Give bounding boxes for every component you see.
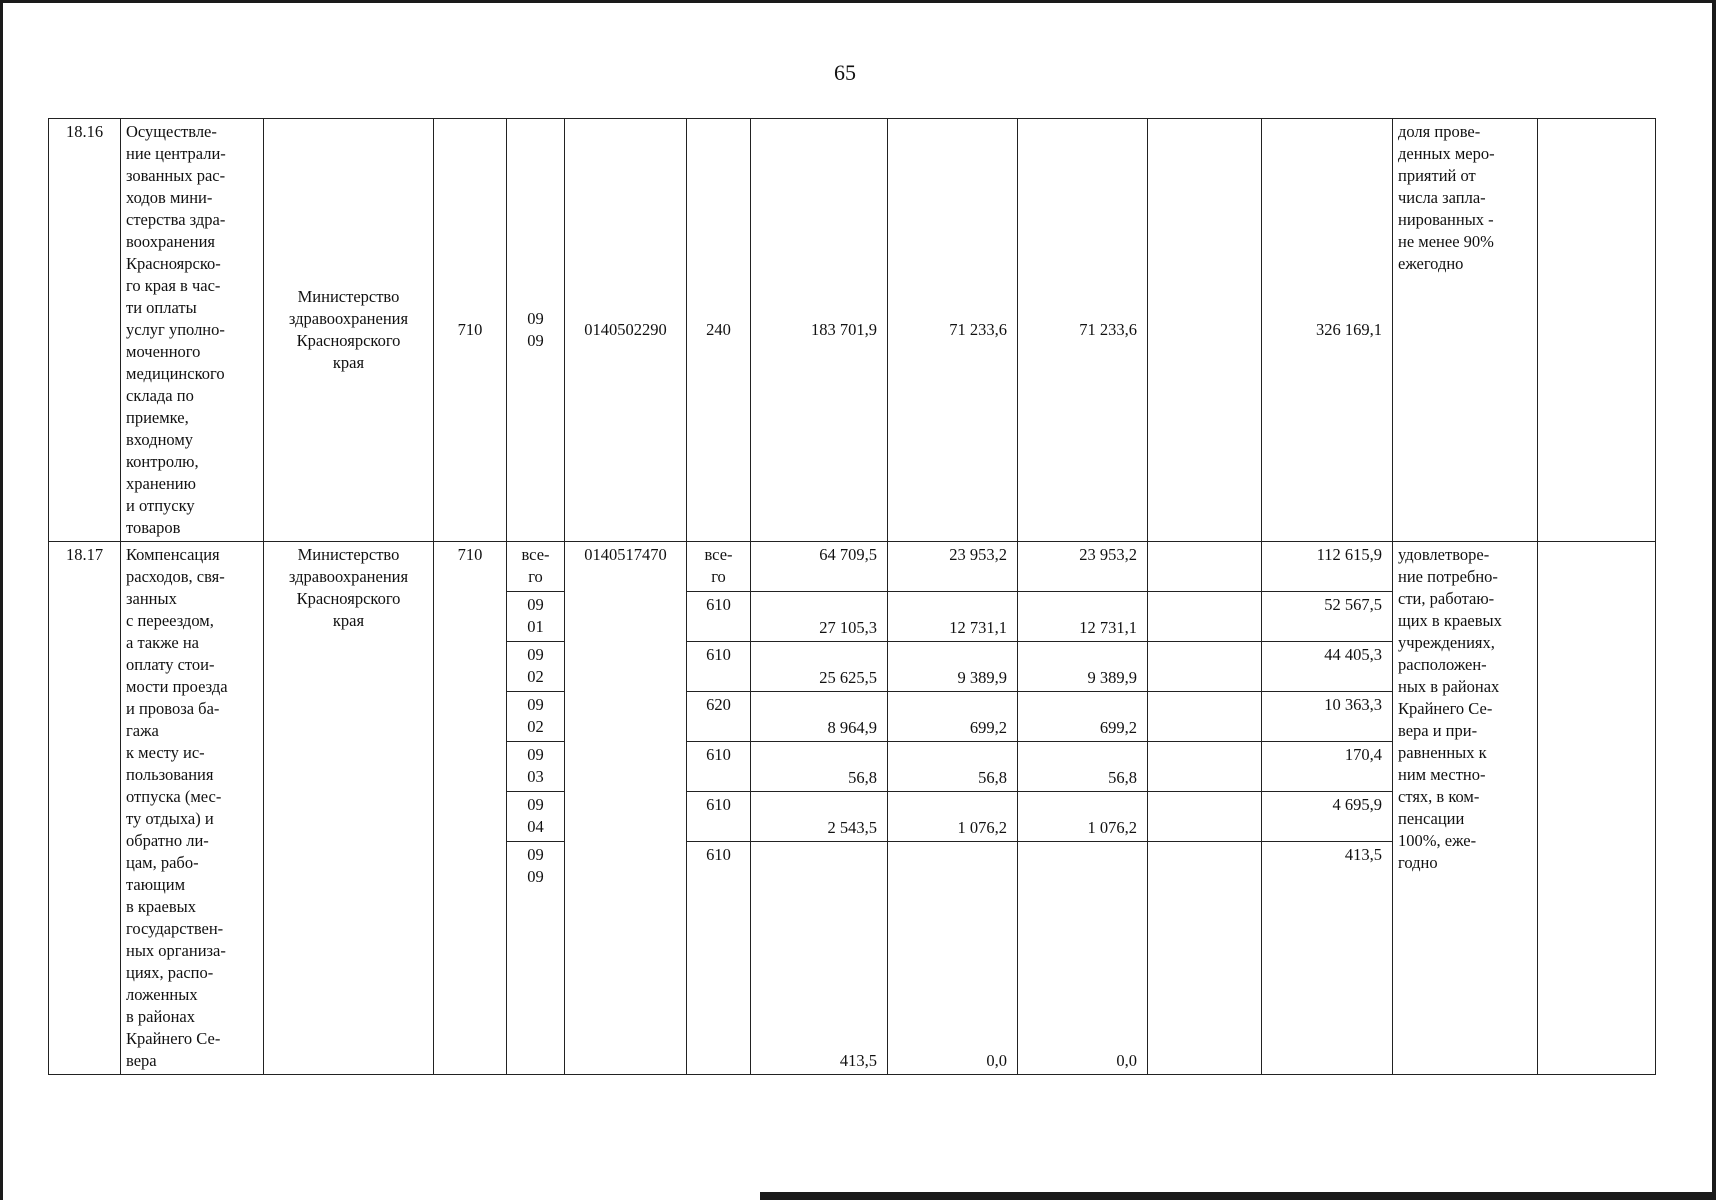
vr-cell: 620 bbox=[687, 691, 751, 741]
expected-result: удовлетворе- ние потребно- сти, работаю- щих в краевых учреждениях, расположен- ных в районах Крайнего Се- вера и при- равненных к ним местно- стях, в ком- пенсации 100%, еже- годно bbox=[1393, 542, 1538, 1075]
total-value: 44 405,3 bbox=[1262, 641, 1393, 691]
table-row bbox=[49, 119, 1656, 542]
vr-cell: 240 bbox=[687, 119, 751, 542]
vr-cell: 610 bbox=[687, 791, 751, 841]
vr-cell: 610 bbox=[687, 841, 751, 1074]
grbs-cell: 710 bbox=[434, 542, 507, 1075]
year1-value: 25 625,5 bbox=[751, 641, 888, 691]
rzpr-cell: 09 01 bbox=[507, 591, 565, 641]
rzpr-cell: 09 03 bbox=[507, 741, 565, 791]
grbs-cell: 710 bbox=[434, 119, 507, 542]
year3-value: 699,2 bbox=[1018, 691, 1148, 741]
total-value: 10 363,3 bbox=[1262, 691, 1393, 741]
year2-value: 56,8 bbox=[888, 741, 1018, 791]
total-value: 4 695,9 bbox=[1262, 791, 1393, 841]
year4-value bbox=[1148, 641, 1262, 691]
rzpr-cell: 09 04 bbox=[507, 791, 565, 841]
csr-cell: 0140502290 bbox=[565, 119, 687, 542]
scan-border-top bbox=[0, 0, 1716, 3]
year1-value: 27 105,3 bbox=[751, 591, 888, 641]
year1-value: 56,8 bbox=[751, 741, 888, 791]
year1-value: 64 709,5 bbox=[751, 542, 888, 592]
total-value: 170,4 bbox=[1262, 741, 1393, 791]
year2-value: 71 233,6 bbox=[888, 119, 1018, 542]
row-number: 18.17 bbox=[49, 542, 121, 1075]
empty-cell bbox=[1538, 119, 1656, 542]
year1-value: 183 701,9 bbox=[751, 119, 888, 542]
rzpr-cell: 09 09 bbox=[507, 841, 565, 1074]
year3-value: 0,0 bbox=[1018, 841, 1148, 1074]
rzpr-cell: 09 09 bbox=[507, 119, 565, 542]
vr-cell: все- го bbox=[687, 542, 751, 592]
total-value: 112 615,9 bbox=[1262, 542, 1393, 592]
total-value: 413,5 bbox=[1262, 841, 1393, 1074]
year4-value bbox=[1148, 741, 1262, 791]
table-row bbox=[49, 542, 1656, 592]
rzpr-cell: 09 02 bbox=[507, 641, 565, 691]
vr-cell: 610 bbox=[687, 741, 751, 791]
scan-border-left bbox=[0, 0, 3, 1200]
row-number: 18.16 bbox=[49, 119, 121, 542]
empty-cell bbox=[1538, 542, 1656, 1075]
scan-border-bottom bbox=[760, 1192, 1716, 1200]
rzpr-cell: 09 02 bbox=[507, 691, 565, 741]
year4-value bbox=[1148, 542, 1262, 592]
year2-value: 23 953,2 bbox=[888, 542, 1018, 592]
measure-name: Осуществле- ние централи- зованных рас- ходов мини- стерства здра- воохранения Красноярско- го края в час- ти оплаты услуг уполно- моченного медицинского склада по приемке, входному контролю, хранению и отпуску товаров bbox=[121, 119, 264, 542]
year3-value: 1 076,2 bbox=[1018, 791, 1148, 841]
year2-value: 0,0 bbox=[888, 841, 1018, 1074]
year4-value bbox=[1148, 841, 1262, 1074]
csr-cell: 0140517470 bbox=[565, 542, 687, 1075]
year4-value bbox=[1148, 119, 1262, 542]
total-value: 326 169,1 bbox=[1262, 119, 1393, 542]
measure-name: Компенсация расходов, свя- занных с переездом, а также на оплату стои- мости проезда и провоза ба- гажа к месту ис- пользования отпуска (мес- ту отдыха) и обратно ли- цам, рабо- тающим в краевых государствен- ных организа- циях, распо- ложенных в районах Крайнего Се- вера bbox=[121, 542, 264, 1075]
year4-value bbox=[1148, 591, 1262, 641]
year2-value: 9 389,9 bbox=[888, 641, 1018, 691]
year2-value: 699,2 bbox=[888, 691, 1018, 741]
vr-cell: 610 bbox=[687, 641, 751, 691]
vr-cell: 610 bbox=[687, 591, 751, 641]
total-value: 52 567,5 bbox=[1262, 591, 1393, 641]
year1-value: 413,5 bbox=[751, 841, 888, 1074]
year3-value: 56,8 bbox=[1018, 741, 1148, 791]
ministry-cell: Министерство здравоохранения Красноярского края bbox=[264, 119, 434, 542]
year3-value: 9 389,9 bbox=[1018, 641, 1148, 691]
year1-value: 2 543,5 bbox=[751, 791, 888, 841]
scan-border-right bbox=[1712, 0, 1716, 1200]
year2-value: 1 076,2 bbox=[888, 791, 1018, 841]
year4-value bbox=[1148, 691, 1262, 741]
year4-value bbox=[1148, 791, 1262, 841]
rzpr-cell: все- го bbox=[507, 542, 565, 592]
year1-value: 8 964,9 bbox=[751, 691, 888, 741]
year3-value: 71 233,6 bbox=[1018, 119, 1148, 542]
program-table bbox=[48, 118, 1656, 1075]
page-number: 65 bbox=[834, 60, 856, 85]
year3-value: 23 953,2 bbox=[1018, 542, 1148, 592]
year2-value: 12 731,1 bbox=[888, 591, 1018, 641]
year3-value: 12 731,1 bbox=[1018, 591, 1148, 641]
expected-result: доля прове- денных меро- приятий от числа запла- нированных - не менее 90% ежегодно bbox=[1393, 119, 1538, 542]
ministry-cell: Министерство здравоохранения Красноярского края bbox=[264, 542, 434, 1075]
